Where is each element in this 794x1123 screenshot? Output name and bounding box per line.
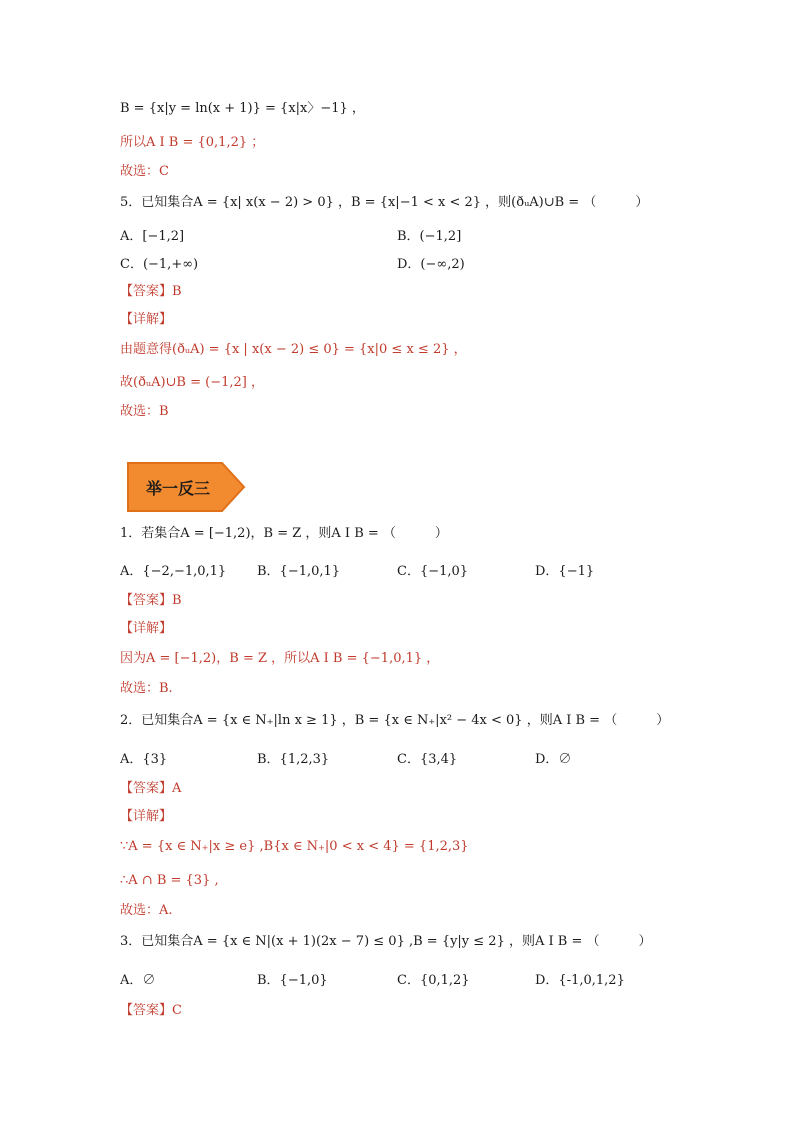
q5-option-c: C．(−1,+∞) (120, 257, 199, 272)
banner-label: 举一反三 (145, 478, 210, 498)
e2-explain-tag: 【详解】 (120, 809, 173, 824)
e1-option-b: B．{−1,0,1} (257, 564, 341, 579)
e2-option-c: C．{3,4} (397, 752, 458, 767)
e2-answer: 【答案】A (120, 781, 182, 796)
e2-option-b: B．{1,2,3} (257, 752, 330, 767)
q5-choose: 故选：B (120, 404, 169, 419)
q5-option-d: D．(−∞,2) (397, 257, 465, 272)
q5-option-b: B．(−1,2] (397, 229, 462, 244)
e1-explain-1: 因为A = [−1,2)，B = Z ，所以A I B = {−1,0,1} ， (120, 651, 440, 666)
e1-explain-tag: 【详解】 (120, 621, 173, 636)
e2-option-a: A．{3} (120, 752, 168, 767)
q5-explain-2: 故(ðᵤA)∪B = (−1,2] ， (120, 375, 264, 390)
e3-option-c: C．{0,1,2} (397, 973, 470, 988)
section-banner (126, 461, 246, 513)
e1-option-d: D．{−1} (535, 564, 595, 579)
e3-option-b: B．{−1,0} (257, 973, 328, 988)
prev-choose: 故选：C (120, 164, 169, 179)
prev-line-so: 所以A I B = {0,1,2} ； (120, 135, 265, 150)
e1-answer: 【答案】B (120, 593, 182, 608)
e1-option-c: C．{−1,0} (397, 564, 469, 579)
prev-line-b: B = {x|y = ln(x + 1)} = {x|x〉−1} ， (120, 101, 365, 116)
e2-choose: 故选：A. (120, 903, 173, 918)
q5-stem: 5．已知集合A = {x| x(x − 2) > 0} ，B = {x|−1 < x < 2} ，则(ðᵤA)∪B = （ ） (120, 195, 649, 210)
e2-option-d: D．∅ (535, 752, 572, 767)
e2-explain-1: ∵A = {x ∈ N₊|x ≥ e} ,B{x ∈ N₊|0 < x < 4} = {1,2,3} (120, 839, 469, 854)
e1-choose: 故选：B. (120, 681, 173, 696)
e1-option-a: A．{−2,−1,0,1} (120, 564, 227, 579)
q5-explain-tag: 【详解】 (120, 312, 173, 327)
q5-explain-1: 由题意得(ðᵤA) = {x | x(x − 2) ≤ 0} = {x|0 ≤ x ≤ 2} ， (120, 342, 467, 357)
q5-answer: 【答案】B (120, 284, 182, 299)
e3-stem: 3．已知集合A = {x ∈ N|(x + 1)(2x − 7) ≤ 0} ,B = {y|y ≤ 2} ，则A I B = （ ） (120, 934, 652, 949)
e2-stem: 2．已知集合A = {x ∈ N₊|ln x ≥ 1} ，B = {x ∈ N₊|x² − 4x < 0} ，则A I B = （ ） (120, 713, 670, 728)
e3-option-a: A．∅ (120, 973, 156, 988)
e1-stem: 1．若集合A = [−1,2)，B = Z ，则A I B = （ ） (120, 526, 448, 541)
e3-option-d: D．{-1,0,1,2} (535, 973, 625, 988)
q5-option-a: A．[−1,2] (120, 229, 185, 244)
e3-answer: 【答案】C (120, 1003, 182, 1018)
e2-explain-2: ∴A ∩ B = {3} , (120, 873, 219, 888)
